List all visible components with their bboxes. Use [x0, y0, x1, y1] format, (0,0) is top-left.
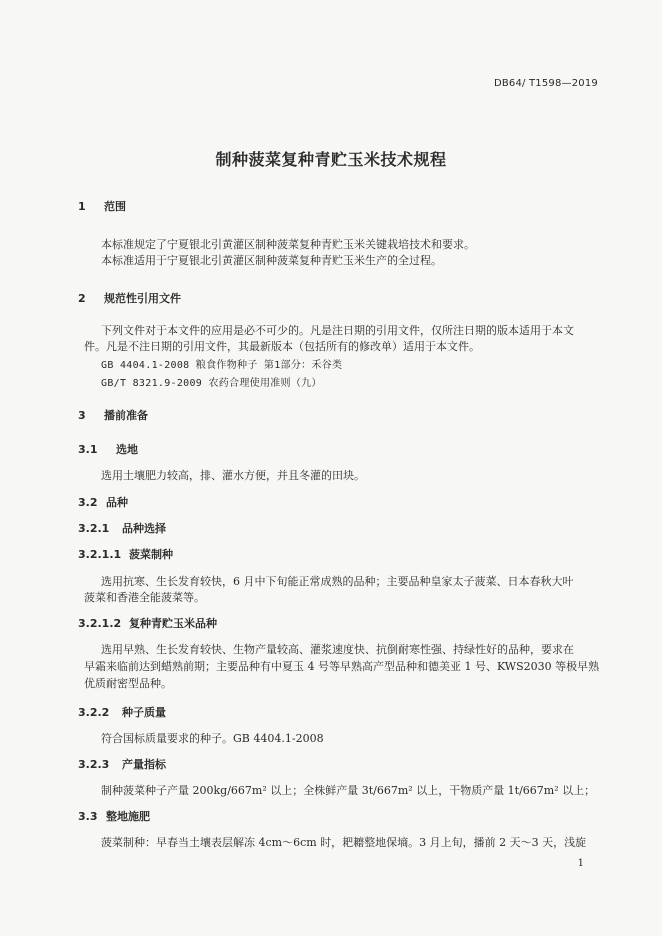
- section-3-2-2-heading: 3.2.2 种子质量: [78, 706, 166, 719]
- page-number: 1: [577, 858, 584, 869]
- section-3-2-1-2-heading: 3.2.1.2 复种青贮玉米品种: [78, 617, 217, 630]
- section-3-2-1-2-line-1: 选用早熟、生长发育较快、生物产量较高、灌浆速度快、抗倒耐寒性强、持绿性好的品种，要求在: [101, 643, 574, 656]
- standard-code: DB64/ T1598—2019: [493, 78, 598, 89]
- section-1-paragraph-2: 本标准适用于宁夏银北引黄灌区制种菠菜复种青贮玉米生产的全过程。: [101, 254, 442, 267]
- reference-gbt-8321: GB/T 8321.9-2009 农药合理使用准则（九）: [101, 378, 322, 389]
- section-3-heading: 3 播前准备: [78, 409, 148, 422]
- section-3-1-paragraph: 选用土壤肥力较高，排、灌水方便，并且冬灌的田块。: [101, 469, 365, 482]
- section-2-heading: 2 规范性引用文件: [78, 292, 181, 305]
- reference-gb-4404: GB 4404.1-2008 粮食作物种子 第1部分：禾谷类: [101, 360, 343, 371]
- section-3-2-1-1-line-2: 菠菜和香港全能菠菜等。: [84, 591, 205, 604]
- section-3-2-1-1-line-1: 选用抗寒、生长发育较快，6 月中下旬能正常成熟的品种；主要品种皇家太子菠菜、日本春秋大叶: [101, 575, 574, 588]
- section-2-paragraph-line-1: 下列文件对于本文件的应用是必不可少的。凡是注日期的引用文件，仅所注日期的版本适用于本文: [101, 324, 574, 337]
- section-3-2-3-paragraph: 制种菠菜种子产量 200kg/667m² 以上；全株鲜产量 3t/667m² 以上，干物质产量 1t/667m² 以上；: [101, 784, 596, 797]
- section-3-3-heading: 3.3 整地施肥: [78, 810, 150, 823]
- section-1-paragraph-1: 本标准规定了宁夏银北引黄灌区制种菠菜复种青贮玉米关键栽培技术和要求。: [101, 238, 475, 251]
- section-3-3-paragraph: 菠菜制种：早春当土壤表层解冻 4cm～6cm 时，耙耱整地保墒。3 月上旬，播前 2 天～3 天，浅旋: [101, 836, 587, 849]
- section-3-1-heading: 3.1 选地: [78, 443, 138, 456]
- section-1-heading: 1 范围: [78, 200, 126, 213]
- section-3-2-2-paragraph: 符合国标质量要求的种子。GB 4404.1-2008: [101, 732, 324, 745]
- section-3-2-1-1-heading: 3.2.1.1 菠菜制种: [78, 548, 173, 561]
- section-3-2-1-heading: 3.2.1 品种选择: [78, 522, 166, 535]
- section-3-2-heading: 3.2 品种: [78, 496, 128, 509]
- section-3-2-1-2-line-3: 优质耐密型品种。: [84, 677, 172, 690]
- section-3-2-3-heading: 3.2.3 产量指标: [78, 758, 166, 771]
- page-title: 制种菠菜复种青贮玉米技术规程: [215, 150, 447, 169]
- section-2-paragraph-line-2: 件。凡是不注日期的引用文件，其最新版本（包括所有的修改单）适用于本文件。: [84, 340, 480, 353]
- section-3-2-1-2-line-2: 早霜来临前达到蜡熟前期；主要品种有中夏玉 4 号等早熟高产型品种和德美亚 1 号、KWS2030 等极早熟: [84, 660, 600, 673]
